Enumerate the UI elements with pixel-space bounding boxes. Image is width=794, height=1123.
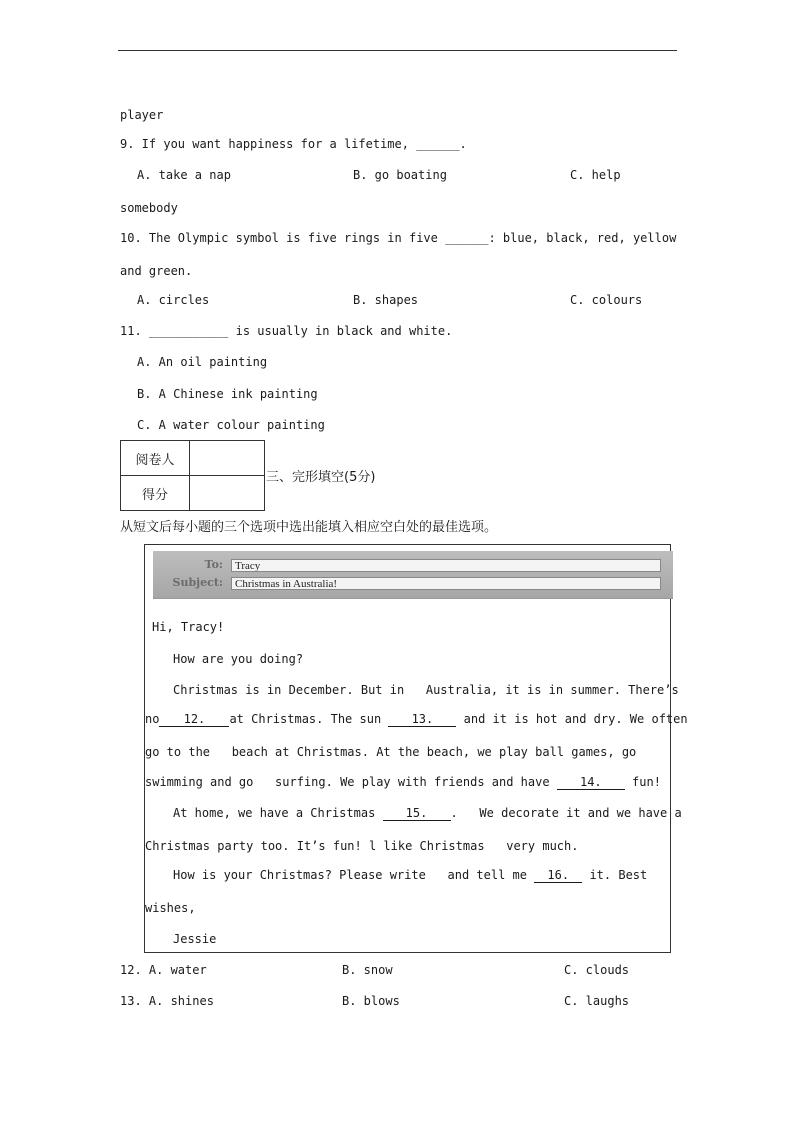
score-label: 得分 (121, 476, 190, 511)
q9-option-b: B. go boating (353, 168, 447, 182)
score-cell[interactable] (190, 476, 265, 511)
email-line: Christmas is in December. But in Australia, it is in summer. There’s (173, 683, 679, 697)
q11-option-c: C. A water colour painting (137, 418, 325, 432)
email-signature: Jessie (173, 932, 217, 946)
q13-option-c: C. laughs (564, 994, 630, 1008)
email-line: Christmas party too. It’s fun! l like Christmas very much. (145, 839, 579, 853)
email-text: no (145, 712, 160, 726)
q11-stem: 11. ___________ is usually in black and white. (120, 324, 453, 338)
q9-option-c-tail: somebody (120, 201, 178, 215)
q8-tail: player (120, 108, 164, 122)
reviewer-cell[interactable] (190, 441, 265, 476)
email-text: and it is hot and dry. We often (463, 712, 688, 726)
email-text: How is your Christmas? Please write and tell me (173, 868, 535, 882)
q11-option-a: A. An oil painting (137, 355, 268, 369)
email-line (173, 805, 682, 821)
email-text: at Christmas. The sun (229, 712, 382, 726)
header-rule (118, 50, 677, 51)
subject-label: Subject: (172, 576, 223, 589)
q11-option-b: B. A Chinese ink painting (137, 387, 318, 401)
blank-14[interactable]: 14. (557, 775, 625, 790)
email-line (145, 774, 661, 790)
email-line: How are you doing? (173, 652, 304, 666)
q10-stem-line1: 10. The Olympic symbol is five rings in five ______: blue, black, red, yellow (120, 231, 677, 245)
section-title: 三、完形填空(5分) (266, 470, 376, 485)
q12-option-c: C. clouds (564, 963, 630, 977)
subject-field[interactable]: Christmas in Australia! (231, 577, 661, 590)
q12-option-b: B. snow (342, 963, 393, 977)
blank-13[interactable]: 13. (388, 712, 456, 727)
email-box (144, 544, 688, 953)
email-text: fun! (624, 775, 661, 789)
reviewer-label: 阅卷人 (121, 441, 190, 476)
q9-stem: 9. If you want happiness for a lifetime, ______. (120, 137, 467, 151)
score-table (120, 440, 265, 511)
section-instruction: 从短文后每小题的三个选项中选出能填入相应空白处的最佳选项。 (120, 520, 498, 535)
email-line: wishes, (145, 901, 196, 915)
email-line: go to the beach at Christmas. At the beach, we play ball games, go (145, 745, 637, 759)
q9-option-a: A. take a nap (137, 168, 231, 182)
q10-option-b: B. shapes (353, 293, 419, 307)
q10-option-a: A. circles (137, 293, 210, 307)
q10-stem-line2: and green. (120, 264, 193, 278)
to-label: To: (204, 558, 223, 571)
email-text: it. Best (582, 868, 648, 882)
email-text: . We decorate it and we have a (450, 806, 682, 820)
email-greeting: Hi, Tracy! (152, 620, 225, 634)
q10-option-c: C. colours (570, 293, 643, 307)
email-text: swimming and go surfing. We play with friends and have (145, 775, 557, 789)
email-line (145, 711, 688, 727)
email-text: At home, we have a Christmas (173, 806, 383, 820)
q9-option-c: C. help (570, 168, 621, 182)
email-line (173, 867, 647, 883)
to-field[interactable]: Tracy (231, 559, 661, 572)
blank-16[interactable]: 16. (534, 868, 582, 883)
blank-12[interactable]: 12. (159, 712, 229, 727)
q13-option-b: B. blows (342, 994, 400, 1008)
blank-15[interactable]: 15. (383, 806, 451, 821)
email-header (153, 551, 673, 599)
q12-option-a: 12. A. water (120, 963, 207, 977)
q13-option-a: 13. A. shines (120, 994, 214, 1008)
